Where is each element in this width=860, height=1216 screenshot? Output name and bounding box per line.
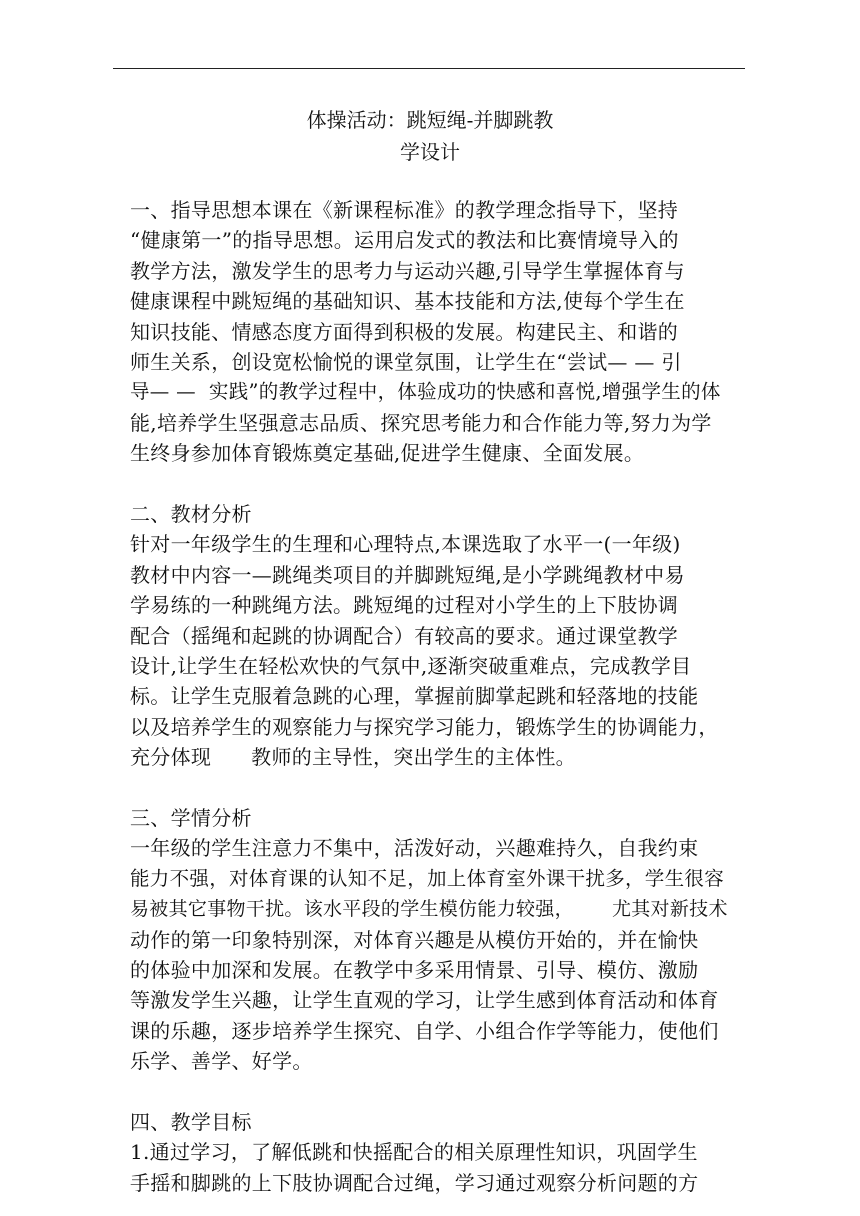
body-line: 乐学、善学、好学。 [130,1049,313,1074]
body-line: 配合（摇绳和起跳的协调配合）有较高的要求。通过课堂教学 [130,623,679,648]
body-line: 教学方法，激发学生的思考力与运动兴趣,引导学生掌握体育与 [130,258,685,283]
body-line: 一、指导思想本课在《新课程标准》的教学理念指导下，坚持 [130,198,679,222]
body-line: 知识技能、情感态度方面得到积极的发展。构建民主、和谐的 [130,319,679,344]
body-line: 针对一年级学生的生理和心理特点,本课选取了水平一(一年级) [130,532,681,557]
body-line: 课的乐趣，逐步培养学生探究、自学、小组合作学等能力，使他们 [130,1018,719,1043]
body-line: 以及培养学生的观察能力与探究学习能力，锻炼学生的协调能力， [130,714,719,739]
body-line: 设计,让学生在轻松欢快的气氛中,逐渐突破重难点，完成教学目 [130,654,692,678]
body-line: 1.通过学习，了解低跳和快摇配合的相关原理性知识，巩固学生 [130,1140,698,1165]
header-rule [113,68,745,69]
body-line: 动作的第一印象特别深，对体育兴趣是从模仿开始的，并在愉快 [130,927,699,952]
title-line-2: 学设计 [400,140,460,164]
body-line: 手摇和脚跳的上下肢协调配合过绳，学习通过观察分析问题的方 [130,1170,699,1195]
title-line-1: 体操活动：跳短绳-并脚跳教 [306,108,554,132]
body-line: 充分体现 教师的主导性，突出学生的主体性。 [130,745,576,770]
body-line: 易被其它事物干扰。该水平段的学生模仿能力较强， 尤其对新技术 [130,898,728,921]
body-line: 学易练的一种跳绳方法。跳短绳的过程对小学生的上下肢协调 [130,593,679,618]
body-line: 标。让学生克服着急跳的心理，掌握前脚掌起跳和轻落地的技能 [130,684,699,709]
body-line: “健康第一”的指导思想。运用启发式的教法和比赛情境导入的 [130,228,679,253]
document-title [130,104,730,168]
body-line: 四、教学目标 [130,1110,252,1134]
body-line: 能力不强，对体育课的认知不足，加上体育室外课干扰多，学生很容 [130,866,725,890]
body-line: 师生关系，创设宽松愉悦的课堂氛围，让学生在“尝试— — 引 [130,350,682,374]
body-line: 的体验中加深和发展。在教学中多采用情景、引导、模仿、激励 [130,958,699,982]
body-line: 等激发学生兴趣，让学生直观的学习，让学生感到体育活动和体育 [130,988,719,1013]
body-line: 一年级的学生注意力不集中，活泼好动，兴趣难持久，自我约束 [130,836,699,861]
body-line: 三、学情分析 [130,806,252,830]
body-line: 二、教材分析 [130,502,252,526]
body-line: 教材中内容一—跳绳类项目的并脚跳短绳,是小学跳绳教材中易 [130,562,685,587]
body-line: 生终身参加体育锻炼奠定基础,促进学生健康、全面发展。 [130,441,645,466]
body-line: 健康课程中跳短绳的基础知识、基本技能和方法,使每个学生在 [130,289,685,314]
body-line: 导— — 实践”的教学过程中，体验成功的快感和喜悦,增强学生的体 [130,380,721,404]
body-line: 能,培养学生坚强意志品质、探究思考能力和合作能力等,努力为学 [130,410,712,435]
